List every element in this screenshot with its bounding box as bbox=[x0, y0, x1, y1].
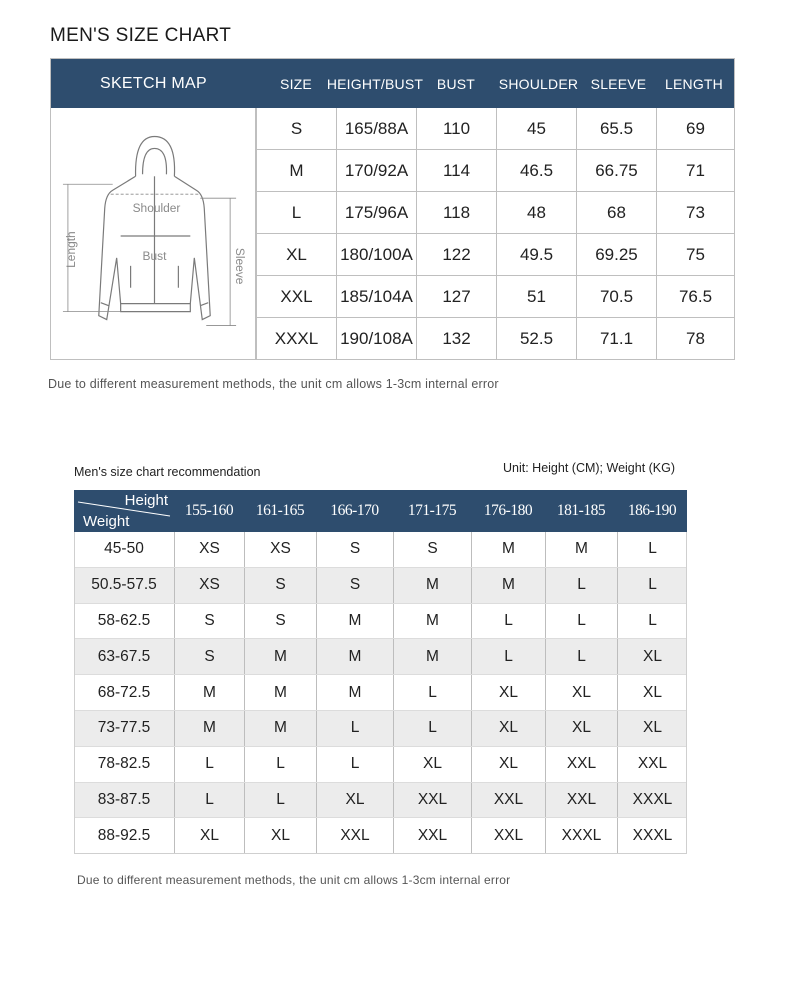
table-row bbox=[256, 234, 734, 276]
col-shoulder: SHOULDER bbox=[498, 75, 579, 92]
size-cell: XXXL bbox=[545, 818, 617, 853]
table-row bbox=[74, 639, 687, 675]
size-cell: XL bbox=[471, 711, 545, 746]
size-cell: M bbox=[471, 568, 545, 603]
corner-weight-label: Weight bbox=[83, 513, 130, 530]
size-cell: M bbox=[244, 639, 316, 674]
size-cell: XXL bbox=[471, 818, 545, 853]
size-cell: XXL bbox=[393, 818, 471, 853]
bust-label: Bust bbox=[142, 248, 167, 263]
table-cell: 170/92A bbox=[336, 150, 416, 191]
size-cell: XL bbox=[316, 783, 393, 818]
height-range-header: 155-160 bbox=[184, 502, 234, 519]
table-cell: 78 bbox=[656, 318, 734, 359]
table-cell: 114 bbox=[416, 150, 496, 191]
size-cell: L bbox=[393, 675, 471, 710]
height-range-header: 186-190 bbox=[627, 502, 677, 519]
size-cell: XXL bbox=[393, 783, 471, 818]
size-cell: XL bbox=[617, 711, 687, 746]
size-cell: S bbox=[316, 568, 393, 603]
size-cell: M bbox=[316, 604, 393, 639]
col-height-bust: HEIGHT/BUST bbox=[326, 75, 424, 92]
table-row bbox=[74, 783, 687, 819]
size-cell: XXXL bbox=[617, 783, 687, 818]
size-cell: M bbox=[174, 711, 244, 746]
table-cell: 66.75 bbox=[576, 150, 656, 191]
page-title: MEN'S SIZE CHART bbox=[50, 25, 232, 46]
size-cell: M bbox=[174, 675, 244, 710]
size-cell: M bbox=[316, 675, 393, 710]
table-cell: 180/100A bbox=[336, 234, 416, 275]
size-cell: M bbox=[393, 639, 471, 674]
size-cell: XL bbox=[545, 675, 617, 710]
size-cell: L bbox=[545, 568, 617, 603]
size-cell: M bbox=[316, 639, 393, 674]
size-cell: L bbox=[617, 532, 687, 567]
size-cell: XXXL bbox=[617, 818, 687, 853]
table-cell: 68 bbox=[576, 192, 656, 233]
size-cell: L bbox=[545, 604, 617, 639]
weight-cell: 88-92.5 bbox=[97, 826, 151, 844]
table-cell: M bbox=[256, 150, 336, 191]
table-cell: 175/96A bbox=[336, 192, 416, 233]
table-row bbox=[74, 604, 687, 640]
size-cell: S bbox=[174, 639, 244, 674]
sleeve-label: Sleeve bbox=[233, 247, 248, 285]
col-length: LENGTH bbox=[665, 75, 723, 92]
table-cell: 48 bbox=[496, 192, 576, 233]
table-cell: 45 bbox=[496, 108, 576, 149]
table-cell: S bbox=[256, 108, 336, 149]
table-cell: L bbox=[256, 192, 336, 233]
table-cell: XXXL bbox=[256, 318, 336, 359]
size-cell: M bbox=[545, 532, 617, 567]
size-chart-table bbox=[50, 58, 735, 360]
size-cell: XL bbox=[545, 711, 617, 746]
weight-cell: 73-77.5 bbox=[97, 719, 151, 737]
weight-cell: 45-50 bbox=[104, 540, 144, 558]
recommendation-note: Due to different measurement methods, the unit cm allows 1-3cm internal error bbox=[77, 873, 511, 887]
table-cell: 190/108A bbox=[336, 318, 416, 359]
col-size: SIZE bbox=[280, 75, 312, 92]
shoulder-label: Shoulder bbox=[132, 201, 181, 216]
size-cell: XL bbox=[617, 675, 687, 710]
size-cell: M bbox=[244, 675, 316, 710]
size-cell: M bbox=[244, 711, 316, 746]
height-range-header: 161-165 bbox=[255, 502, 305, 519]
size-cell: XL bbox=[244, 818, 316, 853]
table-cell: 122 bbox=[416, 234, 496, 275]
weight-cell: 58-62.5 bbox=[97, 611, 151, 629]
size-cell: L bbox=[244, 747, 316, 782]
size-cell: XXL bbox=[545, 783, 617, 818]
table-cell: 71.1 bbox=[576, 318, 656, 359]
table-cell: 49.5 bbox=[496, 234, 576, 275]
table-row bbox=[74, 532, 687, 568]
table-cell: 71 bbox=[656, 150, 734, 191]
recommendation-header bbox=[74, 490, 687, 532]
table-cell: 51 bbox=[496, 276, 576, 317]
size-cell: S bbox=[244, 604, 316, 639]
size-cell: L bbox=[316, 711, 393, 746]
table-cell: 69 bbox=[656, 108, 734, 149]
size-cell: L bbox=[316, 747, 393, 782]
jacket-sketch bbox=[51, 108, 256, 359]
table-cell: 52.5 bbox=[496, 318, 576, 359]
size-cell: XL bbox=[174, 818, 244, 853]
weight-cell: 68-72.5 bbox=[97, 683, 151, 701]
size-cell: XS bbox=[174, 568, 244, 603]
size-chart-body bbox=[256, 108, 734, 359]
size-cell: XL bbox=[471, 747, 545, 782]
height-range-header: 176-180 bbox=[483, 502, 533, 519]
weight-cell: 63-67.5 bbox=[97, 647, 151, 665]
size-cell: XXL bbox=[471, 783, 545, 818]
weight-cell: 83-87.5 bbox=[97, 790, 151, 808]
height-range-header: 181-185 bbox=[556, 502, 606, 519]
size-cell: L bbox=[244, 783, 316, 818]
table-cell: XXL bbox=[256, 276, 336, 317]
table-cell: 70.5 bbox=[576, 276, 656, 317]
size-cell: L bbox=[545, 639, 617, 674]
table-row bbox=[74, 675, 687, 711]
weight-cell: 50.5-57.5 bbox=[91, 576, 157, 594]
size-cell: S bbox=[393, 532, 471, 567]
unit-label: Unit: Height (CM); Weight (KG) bbox=[503, 461, 676, 475]
table-row bbox=[256, 108, 734, 150]
table-row bbox=[256, 150, 734, 192]
table-cell: 76.5 bbox=[656, 276, 734, 317]
table-cell: 75 bbox=[656, 234, 734, 275]
col-sleeve: SLEEVE bbox=[590, 75, 647, 92]
table-cell: 118 bbox=[416, 192, 496, 233]
table-row bbox=[256, 276, 734, 318]
table-row bbox=[74, 568, 687, 604]
table-cell: 46.5 bbox=[496, 150, 576, 191]
size-cell: S bbox=[316, 532, 393, 567]
size-cell: XL bbox=[393, 747, 471, 782]
table-cell: 65.5 bbox=[576, 108, 656, 149]
table-row bbox=[74, 747, 687, 783]
size-chart-note: Due to different measurement methods, the unit cm allows 1-3cm internal error bbox=[48, 377, 499, 391]
table-cell: 132 bbox=[416, 318, 496, 359]
table-cell: 110 bbox=[416, 108, 496, 149]
length-label: Length bbox=[63, 231, 78, 268]
size-cell: L bbox=[617, 604, 687, 639]
jacket-sketch-icon bbox=[51, 108, 255, 359]
table-cell: XL bbox=[256, 234, 336, 275]
size-cell: XXL bbox=[316, 818, 393, 853]
size-cell: L bbox=[393, 711, 471, 746]
size-cell: M bbox=[393, 604, 471, 639]
height-range-header: 171-175 bbox=[407, 502, 457, 519]
table-row bbox=[74, 711, 687, 747]
sketch-map-header: SKETCH MAP bbox=[99, 74, 207, 92]
table-cell: 69.25 bbox=[576, 234, 656, 275]
table-cell: 127 bbox=[416, 276, 496, 317]
recommendation-title: Men's size chart recommendation bbox=[74, 465, 261, 479]
height-range-header: 166-170 bbox=[330, 502, 379, 519]
size-cell: XXL bbox=[545, 747, 617, 782]
size-cell: L bbox=[174, 783, 244, 818]
size-cell: XXL bbox=[617, 747, 687, 782]
height-weight-corner bbox=[74, 490, 174, 532]
table-row bbox=[256, 192, 734, 234]
size-cell: XL bbox=[617, 639, 687, 674]
corner-height-label: Height bbox=[124, 492, 168, 509]
size-cell: XS bbox=[174, 532, 244, 567]
size-cell: L bbox=[174, 747, 244, 782]
size-cell: S bbox=[244, 568, 316, 603]
table-row bbox=[256, 318, 734, 359]
size-cell: XL bbox=[471, 675, 545, 710]
weight-cell: 78-82.5 bbox=[97, 755, 151, 773]
col-bust: BUST bbox=[436, 75, 476, 92]
size-cell: L bbox=[471, 604, 545, 639]
table-cell: 185/104A bbox=[336, 276, 416, 317]
size-cell: M bbox=[471, 532, 545, 567]
size-cell: XS bbox=[244, 532, 316, 567]
size-cell: M bbox=[393, 568, 471, 603]
size-chart-header bbox=[51, 59, 734, 108]
table-cell: 73 bbox=[656, 192, 734, 233]
table-row bbox=[74, 818, 687, 854]
size-cell: L bbox=[617, 568, 687, 603]
table-cell: 165/88A bbox=[336, 108, 416, 149]
size-cell: L bbox=[471, 639, 545, 674]
size-cell: S bbox=[174, 604, 244, 639]
